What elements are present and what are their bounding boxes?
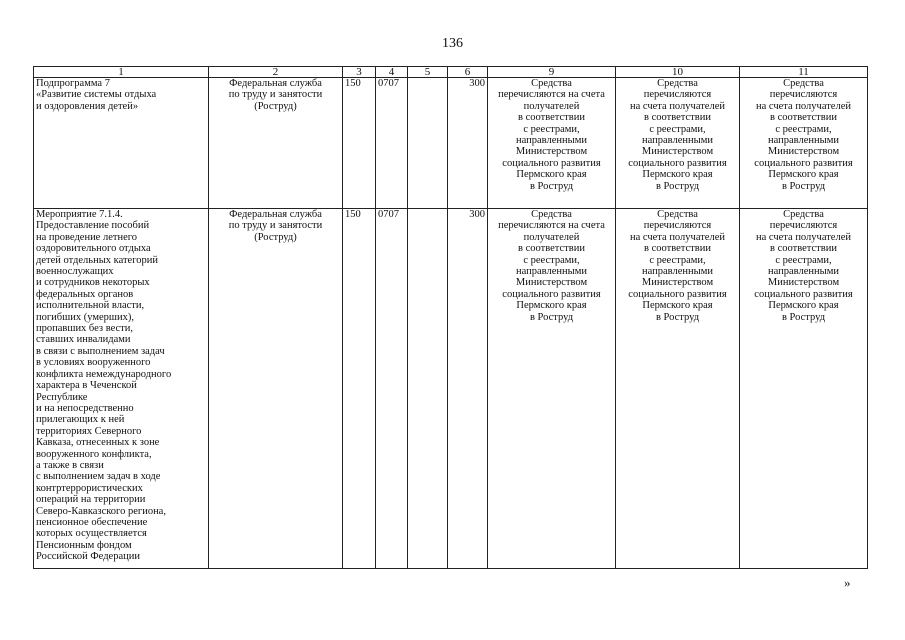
name-cell: Подпрограмма 7 «Развитие системы отдыха и оздоровления детей» (34, 78, 209, 209)
note-cell: Средства перечисляются на счета получателей в соответствии с реестрами, направленными Министерством социального развития Пермского края в Роструд (488, 78, 616, 209)
section-cell: 0707 (376, 209, 408, 569)
type-cell: 300 (448, 78, 488, 209)
target-cell (408, 78, 448, 209)
closing-quote: » (844, 575, 851, 590)
header-cell: 9 (488, 67, 616, 78)
header-cell: 3 (343, 67, 376, 78)
code-cell: 150 (343, 209, 376, 569)
table-row (34, 78, 868, 209)
target-cell (408, 209, 448, 569)
header-cell: 1 (34, 67, 209, 78)
note-cell: Средства перечисляются на счета получателей в соответствии с реестрами, направленными Министерством социального развития Пермского края в Роструд (616, 209, 740, 569)
note-cell: Средства перечисляются на счета получателей в соответствии с реестрами, направленными Министерством социального развития Пермского края в Роструд (740, 209, 868, 569)
code-cell: 150 (343, 78, 376, 209)
agency-cell: Федеральная служба по труду и занятости (Роструд) (209, 209, 343, 569)
section-cell: 0707 (376, 78, 408, 209)
header-cell: 2 (209, 67, 343, 78)
page-number: 136 (442, 36, 463, 51)
header-cell: 10 (616, 67, 740, 78)
note-cell: Средства перечисляются на счета получателей в соответствии с реестрами, направленными Министерством социального развития Пермского края в Роструд (488, 209, 616, 569)
header-cell: 4 (376, 67, 408, 78)
header-cell: 11 (740, 67, 868, 78)
table-row (34, 209, 868, 569)
note-cell: Средства перечисляются на счета получателей в соответствии с реестрами, направленными Министерством социального развития Пермского края в Роструд (616, 78, 740, 209)
header-cell: 5 (408, 67, 448, 78)
budget-table (33, 66, 868, 569)
note-cell: Средства перечисляются на счета получателей в соответствии с реестрами, направленными Министерством социального развития Пермского края в Роструд (740, 78, 868, 209)
name-cell: Мероприятие 7.1.4. Предоставление пособий на проведение летнего оздоровительного отдыха детей отдельных категорий военнослужащих и сотрудников некоторых федеральных органов исполнительной власти, погибших (умерших), пропавших без вести, ставших инвалидами в связи с выполнением задач в условиях вооруженного конфликта немеждународного характера в Чеченской Республике и на непосредственно прилегающих к ней территориях Северного Кавказа, отнесенных к зоне вооруженного конфликта, а также в связи с выполнением задач в ходе контртеррористических операций на территории Северо-Кавказского региона, пенсионное обеспечение которых осуществляется Пенсионным фондом Российской Федерации (34, 209, 209, 569)
type-cell: 300 (448, 209, 488, 569)
table-header-row (34, 67, 868, 78)
agency-cell: Федеральная служба по труду и занятости (Роструд) (209, 78, 343, 209)
header-cell: 6 (448, 67, 488, 78)
